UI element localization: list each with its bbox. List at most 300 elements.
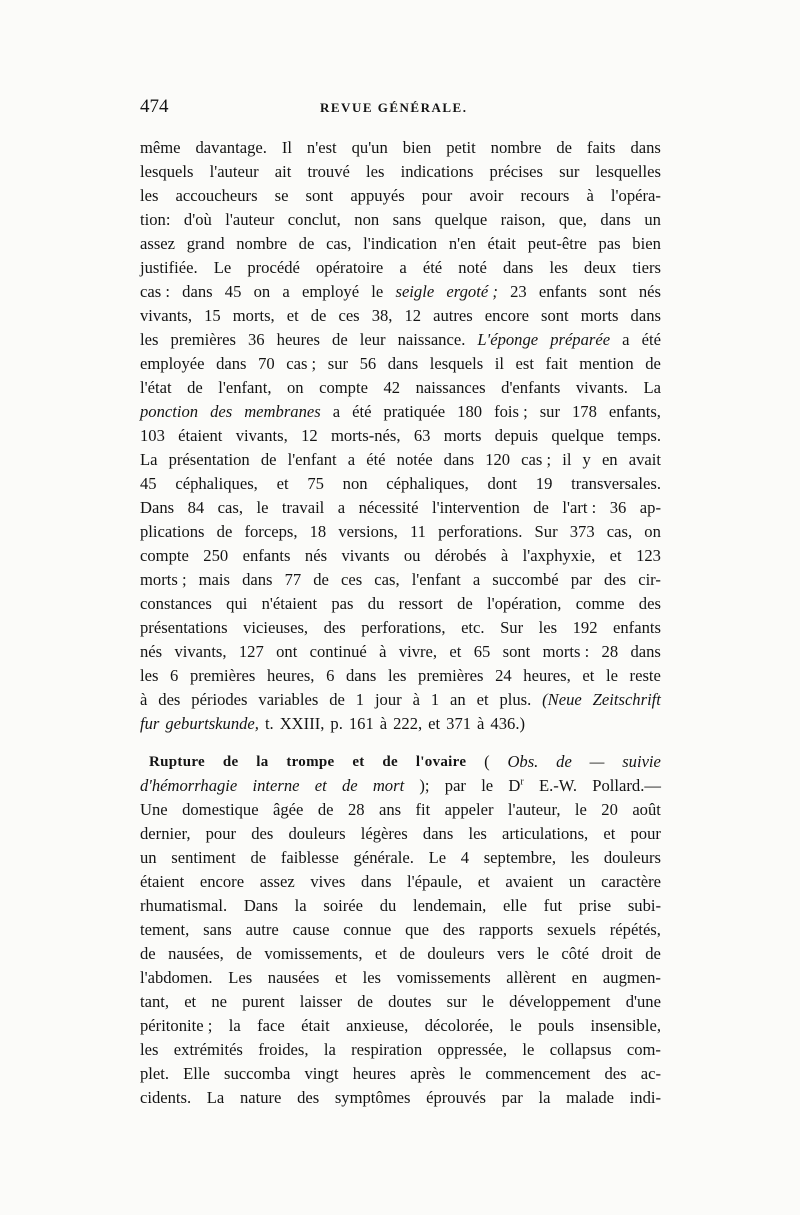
- word: [550, 1038, 612, 1062]
- word: [140, 822, 190, 846]
- word: [449, 640, 461, 664]
- word: [373, 774, 404, 798]
- word-text: de: [260, 450, 277, 469]
- text-line: [140, 640, 661, 664]
- word: [393, 712, 422, 736]
- word: [485, 1062, 590, 1086]
- word-text: Dans: [243, 896, 278, 915]
- word: [571, 568, 592, 592]
- word-text: suivie: [622, 752, 661, 771]
- word: [140, 640, 162, 664]
- word-text: connue: [343, 920, 392, 939]
- word-text: caractère: [601, 872, 661, 891]
- word: [604, 568, 626, 592]
- word: [593, 688, 661, 712]
- word-text: );: [419, 776, 430, 795]
- word: [414, 424, 431, 448]
- word: [508, 774, 523, 798]
- word: [239, 640, 264, 664]
- word-text: enfants,: [608, 402, 661, 421]
- word-text: sont: [305, 186, 334, 205]
- word: [539, 774, 577, 798]
- word: [445, 774, 466, 798]
- text-line: [140, 822, 661, 846]
- word: [576, 376, 628, 400]
- word-text: plet.: [140, 1064, 170, 1083]
- word-text: 36: [609, 498, 627, 517]
- word-text: cas,: [217, 498, 243, 517]
- word: [630, 640, 660, 664]
- word-text: de: [187, 378, 203, 397]
- word-text: 20: [601, 800, 618, 819]
- word: [214, 256, 232, 280]
- word: [253, 774, 300, 798]
- word: [640, 496, 661, 520]
- word-text: été: [422, 258, 443, 277]
- word-text: lendemain,: [413, 896, 487, 915]
- word-text: trouvé: [307, 162, 350, 181]
- word-text: l'ovaire: [415, 754, 467, 770]
- word: [550, 328, 610, 352]
- word-text: céphaliques,: [386, 474, 469, 493]
- word: [218, 376, 271, 400]
- word-text: morts :: [542, 642, 590, 661]
- word-text: a: [622, 330, 630, 349]
- word: [366, 448, 385, 472]
- word-text: les: [366, 162, 385, 181]
- word-text: des: [323, 618, 346, 637]
- word-text: allèrent: [506, 968, 557, 987]
- word-text: autres: [433, 306, 473, 325]
- word-text: Il: [281, 138, 292, 157]
- word: [140, 966, 213, 990]
- text-line: [140, 544, 661, 568]
- word: [243, 544, 291, 568]
- word-text: articulations,: [502, 824, 589, 843]
- word: [140, 688, 147, 712]
- word-text: de: [313, 570, 329, 589]
- word-text: nés: [140, 642, 163, 661]
- word-text: dans: [387, 354, 419, 373]
- word: [140, 160, 193, 184]
- word: [485, 448, 510, 472]
- word: [318, 798, 334, 822]
- word-text: Pollard.—: [592, 776, 661, 795]
- word-text: variables: [258, 690, 319, 709]
- word: [645, 352, 661, 376]
- word: [501, 208, 546, 232]
- word: [273, 798, 303, 822]
- word: [590, 750, 605, 774]
- word: [446, 280, 497, 304]
- word-text: des: [158, 690, 181, 709]
- word-text: enfants: [613, 618, 661, 637]
- word: [528, 232, 587, 256]
- word: [413, 688, 420, 712]
- word: [341, 568, 362, 592]
- word-text: vivants.: [575, 378, 628, 397]
- word: [432, 496, 520, 520]
- word: [352, 400, 371, 424]
- word: [140, 1014, 212, 1038]
- word-text: cause: [292, 920, 330, 939]
- word: [431, 688, 439, 712]
- word: [484, 846, 556, 870]
- word-text: pour: [205, 824, 237, 843]
- word: [256, 496, 268, 520]
- word-text: sur: [327, 354, 349, 373]
- word: [500, 616, 523, 640]
- word-text: Zeitschrift: [592, 690, 661, 709]
- word-text: de: [382, 754, 399, 770]
- word: [326, 664, 334, 688]
- word-text: assez: [259, 872, 295, 891]
- word: [247, 256, 300, 280]
- text-line: [140, 448, 661, 472]
- word: [543, 640, 590, 664]
- word-text: sont: [598, 282, 627, 301]
- word-text: ces: [340, 570, 363, 589]
- word: [540, 400, 560, 424]
- word: [310, 640, 367, 664]
- word: [277, 328, 320, 352]
- word-text: de: [236, 944, 252, 963]
- word: [468, 822, 486, 846]
- word: [599, 280, 627, 304]
- word: [492, 568, 558, 592]
- text-line: [140, 918, 661, 942]
- word-text: la: [228, 1016, 241, 1035]
- word-text: les: [468, 824, 487, 843]
- word: [140, 918, 189, 942]
- word-text: les: [140, 330, 159, 349]
- word: [438, 520, 522, 544]
- word: [346, 1014, 408, 1038]
- word: [184, 990, 196, 1014]
- word: [503, 640, 531, 664]
- word: [372, 304, 393, 328]
- word-text: douleurs: [603, 848, 661, 867]
- word-text: étaient: [178, 426, 223, 445]
- word-text: procédé: [247, 258, 300, 277]
- word-text: heures: [276, 330, 320, 349]
- word-text: rhumatismal.: [140, 896, 228, 915]
- word-text: t.: [264, 714, 274, 733]
- word-text: 45: [224, 282, 242, 301]
- word-text: le: [459, 1064, 472, 1083]
- word-text: dans: [216, 354, 247, 373]
- word: [140, 1086, 191, 1110]
- word: [521, 184, 570, 208]
- word-text: collapsus: [549, 1040, 612, 1059]
- word: [210, 160, 259, 184]
- word: [397, 966, 491, 990]
- word: [307, 472, 324, 496]
- word: [351, 1038, 422, 1062]
- word-text: après: [410, 1064, 446, 1083]
- word-text: générale.: [353, 848, 414, 867]
- word-text: 161: [348, 714, 374, 733]
- word: [366, 160, 384, 184]
- word: [449, 232, 476, 256]
- word-text: morts: [580, 306, 619, 325]
- word-text: et: [352, 754, 365, 770]
- word-text: de: [533, 498, 549, 517]
- word: [630, 1086, 661, 1110]
- word-text: à: [379, 714, 388, 733]
- word-text: raison,: [500, 210, 546, 229]
- word-text: faiblesse: [280, 848, 339, 867]
- word: [604, 846, 661, 870]
- word: [311, 304, 327, 328]
- word-text: ap-: [639, 498, 661, 517]
- word: [397, 448, 433, 472]
- word-text: an: [450, 690, 466, 709]
- word: [140, 448, 158, 472]
- word: [282, 496, 324, 520]
- word: [305, 544, 327, 568]
- word: [523, 544, 596, 568]
- text-line: [140, 942, 661, 966]
- word-text: versions,: [338, 522, 398, 541]
- word-text: enfants: [538, 282, 587, 301]
- word: [211, 990, 227, 1014]
- body-text: [140, 136, 661, 1110]
- word: [507, 750, 538, 774]
- word-text: l'auteur: [225, 210, 275, 229]
- word-text: et: [334, 968, 347, 987]
- word: [203, 544, 228, 568]
- word: [140, 256, 198, 280]
- word-text: nombre: [490, 138, 542, 157]
- word-text: le: [509, 1016, 522, 1035]
- word-text: pas: [598, 234, 621, 253]
- word: [140, 208, 170, 232]
- word: [630, 664, 661, 688]
- word-text: les: [549, 258, 568, 277]
- word-text: 15: [204, 306, 221, 325]
- word: [541, 304, 569, 328]
- word-text: la: [323, 1040, 336, 1059]
- word-text: d'enfants: [501, 378, 561, 397]
- word: [611, 184, 661, 208]
- word-text: un: [568, 872, 586, 891]
- word: [503, 256, 533, 280]
- word-text: forceps,: [244, 522, 298, 541]
- word-text: elle: [503, 896, 527, 915]
- word: [282, 136, 292, 160]
- word: [140, 712, 159, 736]
- word: [639, 280, 661, 304]
- word-text: nausées,: [168, 944, 224, 963]
- text-line: [140, 712, 661, 736]
- word: [140, 1038, 158, 1062]
- word: [386, 472, 468, 496]
- word-text: trompe: [286, 754, 335, 770]
- word-text: douleurs: [427, 944, 485, 963]
- word-text: de: [399, 944, 415, 963]
- word-text: laisser: [299, 992, 343, 1011]
- word: [562, 448, 571, 472]
- word: [473, 568, 480, 592]
- word-text: les: [388, 666, 407, 685]
- word-text: non: [354, 210, 380, 229]
- word-text: reste: [629, 666, 661, 685]
- word-text: que: [405, 920, 430, 939]
- word-text: 23: [510, 282, 527, 301]
- word-text: les: [538, 618, 558, 637]
- word: [174, 640, 226, 664]
- word: [140, 592, 212, 616]
- word-text: face: [257, 1016, 285, 1035]
- page-number: 474: [140, 96, 169, 117]
- word-text: qu'un: [351, 138, 388, 157]
- word-text: 1: [430, 690, 440, 709]
- word: [361, 822, 408, 846]
- word: [502, 1086, 523, 1110]
- word-text: 56: [359, 354, 377, 373]
- word-text: été: [641, 330, 661, 349]
- word: [508, 798, 561, 822]
- word: [407, 870, 462, 894]
- word-text: le: [256, 498, 269, 517]
- word: [169, 448, 250, 472]
- word: [140, 846, 157, 870]
- word-text: lesquels: [140, 162, 194, 181]
- word: [425, 1014, 494, 1038]
- word-text: dans: [422, 824, 454, 843]
- word: [536, 472, 553, 496]
- word-text: sexuels: [547, 920, 596, 939]
- word-text: 77: [284, 570, 302, 589]
- word: [195, 136, 266, 160]
- word-text: symptômes: [334, 1088, 411, 1107]
- word-text: de: [457, 594, 473, 613]
- word-text: préparée: [550, 330, 611, 349]
- word-text: pas: [331, 594, 354, 613]
- word-text: côté: [561, 944, 590, 963]
- word-text: premières: [170, 330, 236, 349]
- word: [416, 798, 431, 822]
- word: [487, 232, 516, 256]
- word-text: appuyés: [350, 186, 405, 205]
- word-text: tant,: [140, 992, 170, 1011]
- word: [573, 616, 598, 640]
- word: [140, 304, 192, 328]
- word: [176, 184, 258, 208]
- word: [352, 136, 388, 160]
- word-text: accoucheurs: [175, 186, 258, 205]
- word: [254, 280, 271, 304]
- word: [224, 1062, 290, 1086]
- word-text: ont: [276, 642, 298, 661]
- word: [308, 160, 350, 184]
- word: [375, 942, 387, 966]
- word: [609, 400, 661, 424]
- word: [457, 400, 482, 424]
- word: [200, 870, 244, 894]
- word: [506, 966, 556, 990]
- word-text: 192: [572, 618, 598, 637]
- word-text: et: [374, 944, 387, 963]
- word: [523, 664, 570, 688]
- word: [627, 1038, 661, 1062]
- word: [250, 846, 266, 870]
- word: [478, 870, 490, 894]
- text-line: [140, 798, 661, 822]
- word: [324, 1038, 336, 1062]
- word: [610, 496, 627, 520]
- word-text: sur: [446, 992, 467, 1011]
- word: [140, 472, 157, 496]
- word-text: 24: [495, 666, 512, 685]
- word: [501, 544, 508, 568]
- word: [444, 448, 474, 472]
- word: [140, 496, 174, 520]
- word-text: oppressée,: [437, 1040, 508, 1059]
- word-text: appeler: [444, 800, 494, 819]
- text-line: [140, 592, 661, 616]
- word-text: de: [556, 138, 572, 157]
- word: [628, 894, 661, 918]
- text-line: [140, 256, 661, 280]
- word: [423, 256, 442, 280]
- word-text: plus.: [499, 690, 532, 709]
- running-head: [140, 96, 660, 126]
- word: [419, 774, 429, 798]
- word: [602, 640, 619, 664]
- word-text: dans: [630, 642, 661, 661]
- word: [258, 1038, 308, 1062]
- word-text: avait: [628, 450, 661, 469]
- word-text: nécessité: [358, 498, 419, 517]
- word-text: droit: [601, 944, 633, 963]
- word: [257, 1014, 285, 1038]
- word: [359, 496, 419, 520]
- word: [223, 750, 239, 774]
- word-text: commencement: [485, 1064, 591, 1083]
- word: [499, 688, 531, 712]
- word: [304, 1062, 338, 1086]
- word-text: par: [501, 1088, 523, 1107]
- word: [429, 846, 447, 870]
- text-line: [140, 232, 661, 256]
- word-text: a: [337, 498, 346, 517]
- word: [301, 1014, 330, 1038]
- word: [184, 208, 212, 232]
- word-text: et: [476, 690, 489, 709]
- word-text: vomissements,: [264, 944, 363, 963]
- word-text: etc.: [461, 618, 485, 637]
- text-line: [140, 750, 661, 774]
- word-text: des: [638, 594, 661, 613]
- word: [188, 496, 205, 520]
- word: [371, 280, 383, 304]
- word: [331, 424, 401, 448]
- word-text: nés: [638, 282, 661, 301]
- word: [275, 160, 292, 184]
- word-text: l'abdomen.: [140, 968, 213, 987]
- word: [602, 448, 618, 472]
- word: [225, 208, 274, 232]
- word: [559, 160, 579, 184]
- word-text: décolorée,: [424, 1016, 494, 1035]
- word-text: compte: [140, 546, 189, 565]
- word: [352, 750, 364, 774]
- word: [306, 184, 334, 208]
- word: [354, 208, 379, 232]
- word-text: E.-W.: [538, 776, 578, 795]
